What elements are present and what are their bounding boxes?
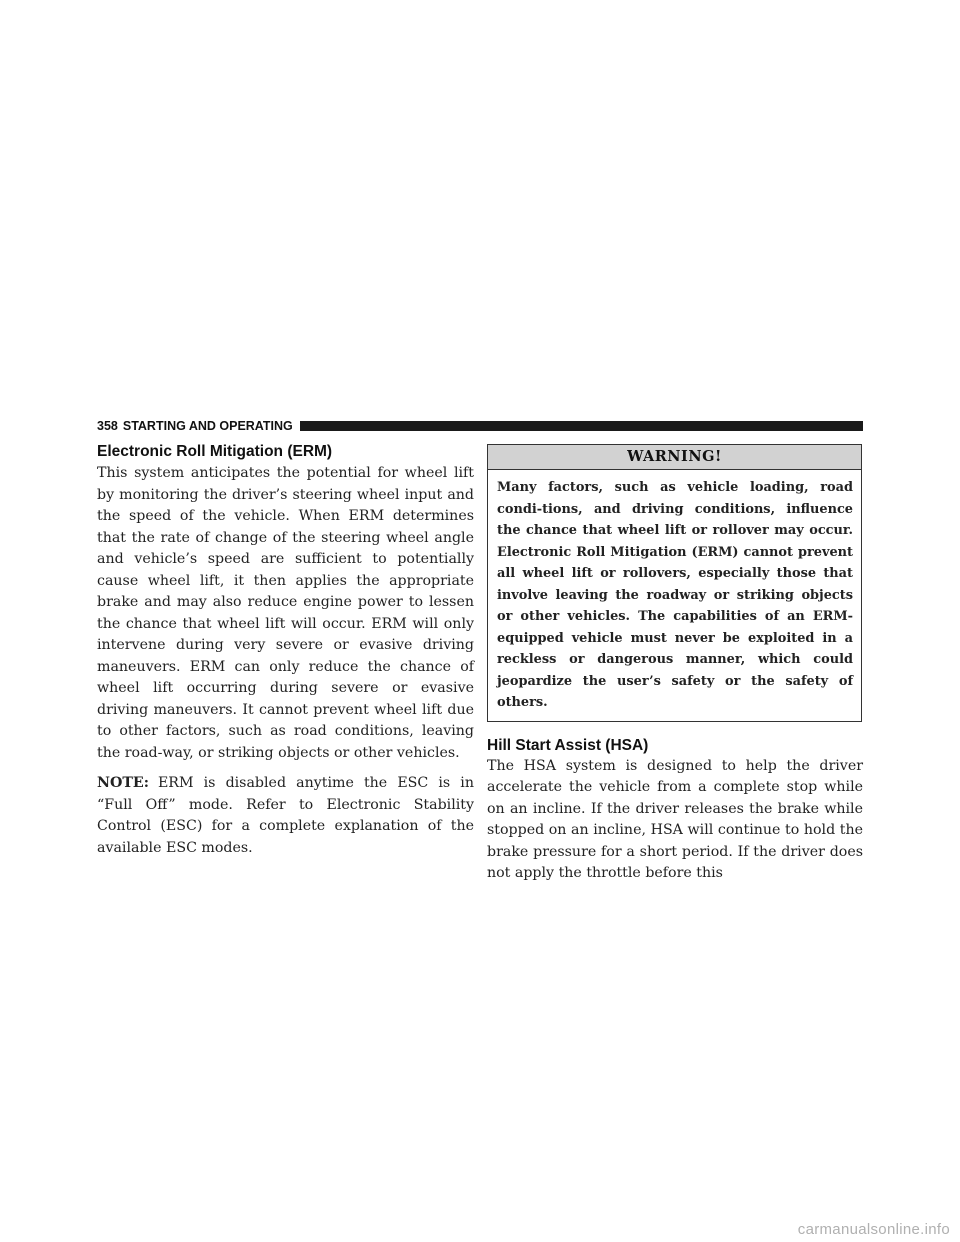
erm-heading: Electronic Roll Mitigation (ERM) (97, 443, 333, 460)
warning-text: Many factors, such as vehicle loading, road condi-tions, and driving conditions, influence the chance that wheel lift or rollover may occur. Electronic Roll Mitigation (ERM) cannot prevent all wheel lift or rollovers, especially those that involve leaving the roadway or striking objects or other vehicles. The capabilities of an ERM-equipped vehicle must never be exploited in a reckless or dangerous manner, which could jeopardize the user’s safety or the safety of others. (497, 480, 853, 710)
left-column (97, 442, 474, 859)
warning-title: WARNING! (488, 445, 861, 470)
right-column (487, 444, 863, 885)
header-rule (300, 421, 863, 431)
hsa-paragraph: The HSA system is designed to help the driver accelerate the vehicle from a complete stop while on an incline. If the driver releases the brake while stopped on an incline, HSA will continue to hold the brake pressure for a short period. If the driver does not apply the throttle before this (487, 757, 863, 881)
watermark: carmanualsonline.info (797, 1221, 950, 1238)
erm-paragraph: This system anticipates the potential for wheel lift by monitoring the driver’s steering wheel input and the speed of the vehicle. When ERM determines that the rate of change of the steering wheel angle and vehicle’s speed are sufficient to potentially cause wheel lift, it then applies the appropriate brake and may also reduce engine power to lessen the chance that wheel lift will occur. ERM will only intervene during very severe or evasive driving maneuvers. ERM can only reduce the chance of wheel lift occurring during severe or evasive driving maneuvers. It cannot prevent wheel lift due to other factors, such as road conditions, leaving the road-way, or striking objects or other vehicles. (97, 465, 474, 761)
hsa-heading: Hill Start Assist (HSA) (487, 736, 649, 754)
page-number: 358 (97, 419, 118, 433)
erm-note (97, 773, 474, 859)
section-title: STARTING AND OPERATING (122, 419, 293, 433)
note-label: NOTE: (97, 775, 149, 791)
warning-box (487, 444, 862, 722)
note-text: ERM is disabled anytime the ESC is in “Full Off” mode. Refer to Electronic Stability Control (ESC) for a complete explanation of the available ESC modes. (97, 775, 474, 856)
page-header (97, 419, 863, 433)
